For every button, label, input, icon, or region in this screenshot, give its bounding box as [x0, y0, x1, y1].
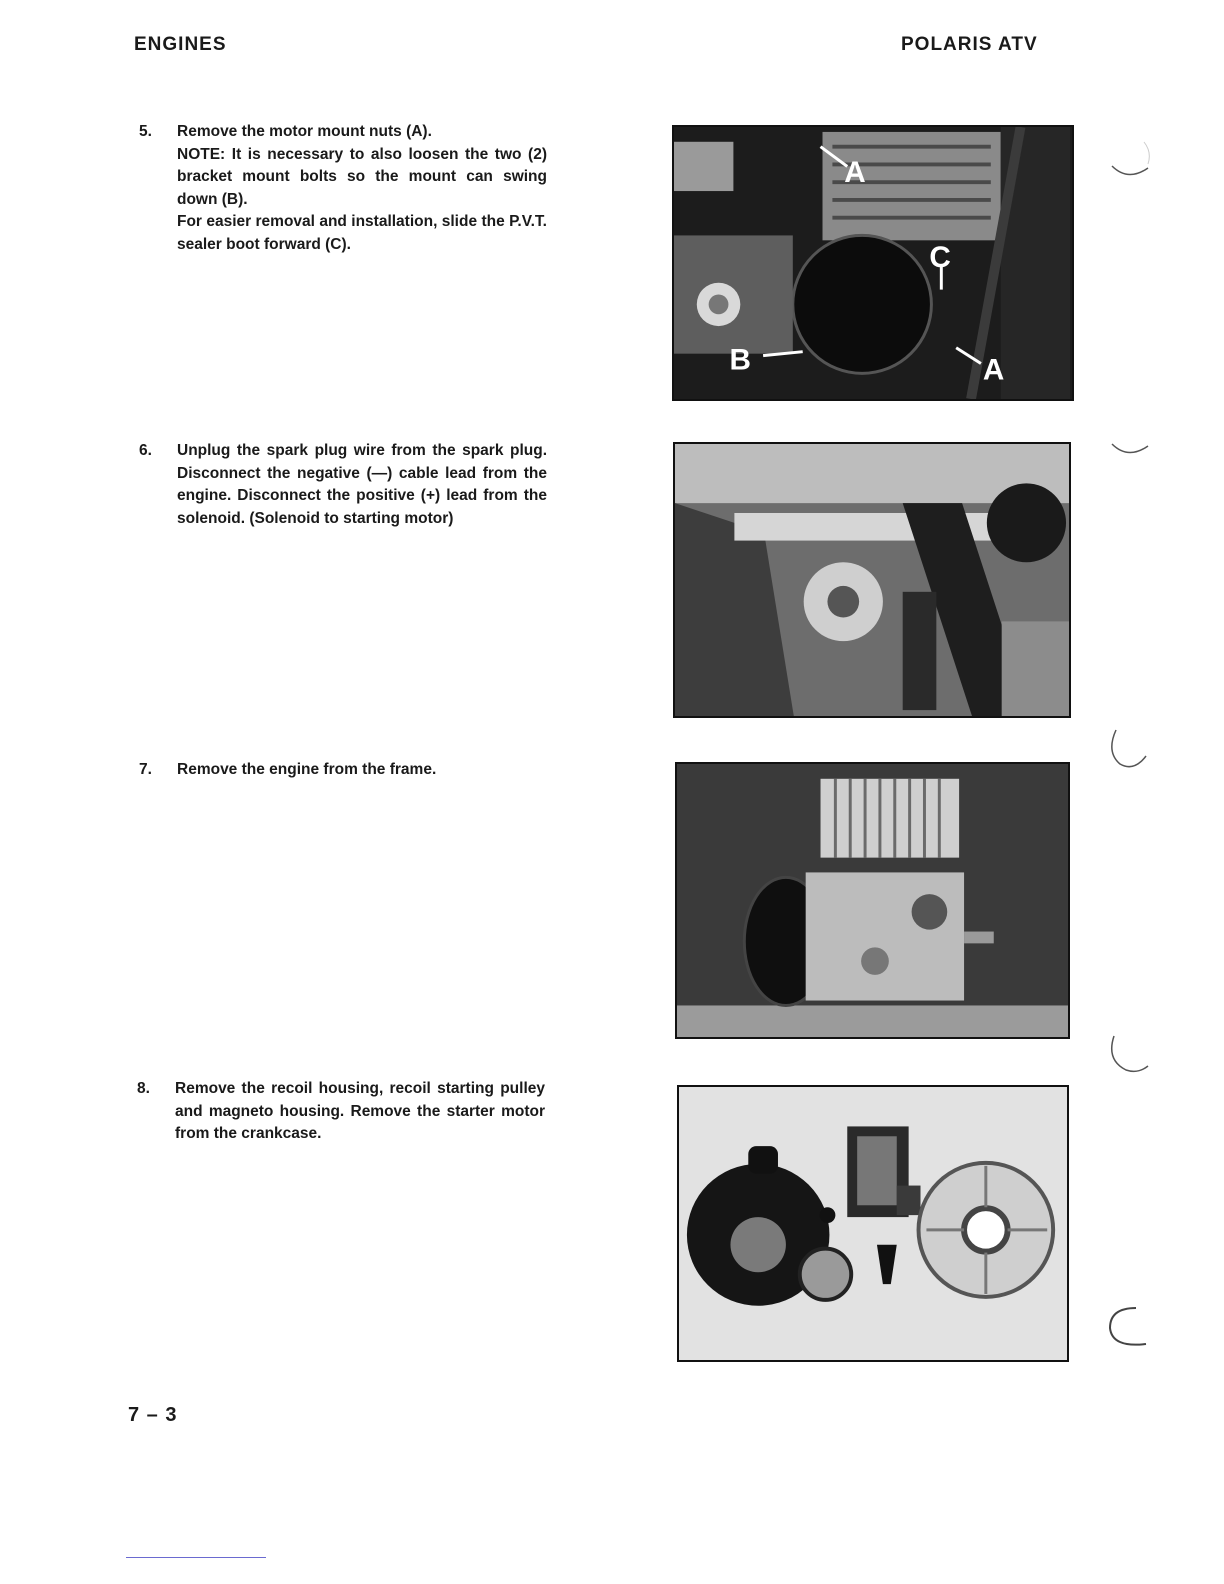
step-number: 6. [139, 442, 152, 459]
footer-rule [126, 1557, 266, 1558]
step-text [177, 121, 547, 256]
step-text [177, 759, 547, 782]
step-line: For easier removal and installation, slide the P.V.T. sealer boot forward (C). [177, 213, 547, 253]
step-5 [139, 121, 547, 256]
step-line: Remove the recoil housing, recoil starting pulley and magneto housing. Remove the starter motor from the crankcase. [175, 1080, 545, 1142]
page-number: 7 – 3 [128, 1404, 178, 1426]
step-text [177, 440, 547, 530]
step-line: Remove the motor mount nuts (A). [177, 123, 432, 140]
step-6 [139, 440, 547, 530]
photo-recoil-parts [677, 1085, 1069, 1362]
photo-label-b: B [729, 343, 751, 377]
brand-title: POLARIS ATV [901, 34, 1038, 55]
step-number: 5. [139, 123, 152, 140]
photo-spark-plug-wiring [673, 442, 1071, 718]
step-text [175, 1078, 545, 1146]
step-8 [137, 1078, 545, 1146]
photo-engine-removed [675, 762, 1070, 1039]
punch-hole-icon [1108, 136, 1152, 180]
section-title: ENGINES [134, 34, 227, 55]
photo-label-c: C [929, 241, 951, 274]
step-note: NOTE: It is necessary to also loosen the two (2) bracket mount bolts so the mount can swing down (B). [177, 145, 547, 208]
step-number: 7. [139, 761, 152, 778]
step-line: Remove the engine from the frame. [177, 761, 437, 778]
step-line: Unplug the spark plug wire from the spark plug. Disconnect the negative (—) cable lead from the engine. Disconnect the positive (+) lead from the solenoid. (Solenoid to starting motor) [177, 442, 547, 527]
punch-hole-icon [1108, 416, 1152, 460]
step-number: 8. [137, 1080, 150, 1097]
punch-hole-icon [1106, 1306, 1150, 1350]
photo-motor-mount [672, 125, 1074, 401]
punch-hole-icon [1106, 1030, 1150, 1074]
punch-hole-icon [1106, 726, 1150, 770]
photo-label-a: A [844, 156, 866, 190]
photo-label-a-lower: A [982, 353, 1005, 387]
step-7 [139, 759, 547, 782]
